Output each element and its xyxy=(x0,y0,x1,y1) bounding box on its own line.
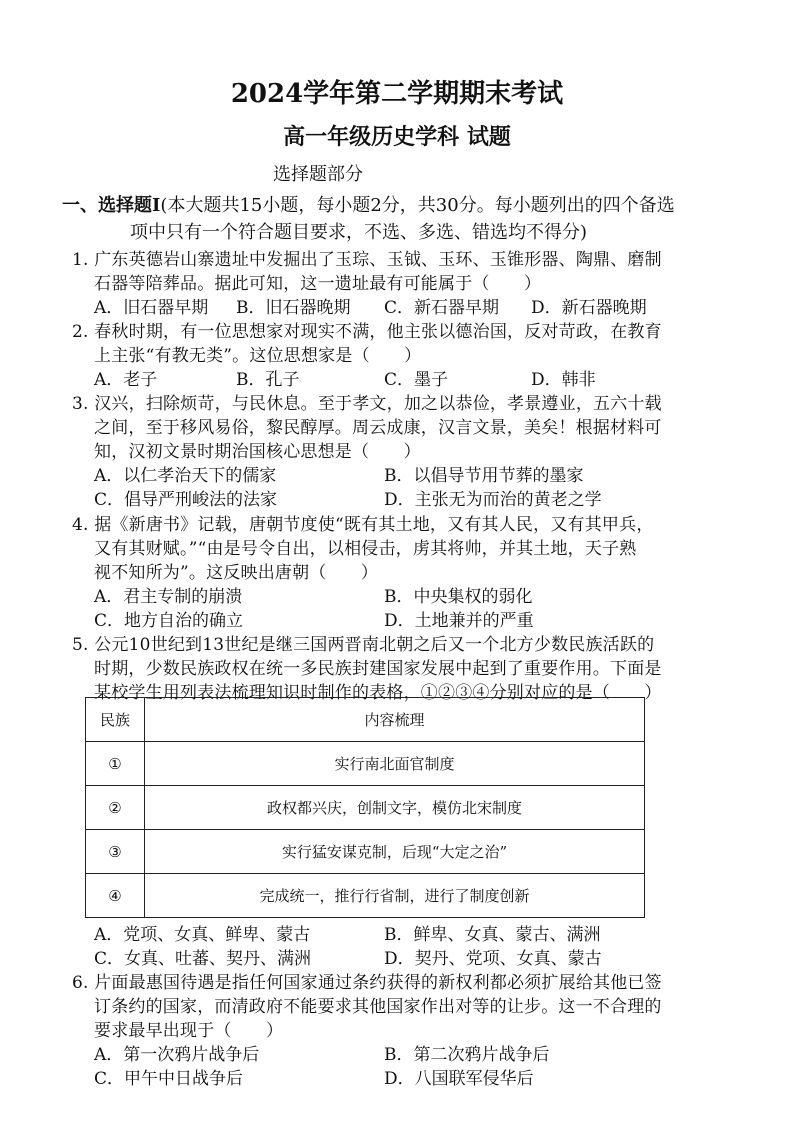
q4-stem-2: 又有其财赋。”“由是号令自出，以相侵击，虏其将帅，并其土地，天子熟 xyxy=(94,539,637,559)
q5-stem-3: 某校学生用列表法梳理知识时制作的表格，①②③④分别对应的是（ ） xyxy=(94,683,662,703)
q1-option-a: A．旧石器早期 xyxy=(94,298,209,318)
table-header-content: 内容梳理 xyxy=(145,698,645,742)
q2-option-a: A．老子 xyxy=(94,370,158,390)
q3-option-d: D．主张无为而治的黄老之学 xyxy=(384,490,602,510)
q5-option-a: A．党项、女真、鲜卑、蒙古 xyxy=(94,925,311,945)
q1-option-b: B．旧石器晚期 xyxy=(236,298,351,318)
table-cell-content: 完成统一，推行行省制，进行了制度创新 xyxy=(145,874,645,918)
q1-stem-2: 石器等陪葬品。据此可知，这一遗址最有可能属于（ ） xyxy=(94,274,542,294)
q6-option-b: B．第二次鸦片战争后 xyxy=(384,1045,550,1065)
q3-option-c: C．倡导严刑峻法的法家 xyxy=(94,490,278,510)
q4-stem-3: 视不知所为”。这反映出唐朝（ ） xyxy=(94,563,379,583)
table-cell-marker: ③ xyxy=(86,830,145,874)
q1-stem-1: 1. 广东英德岩山寨遗址中发掘出了玉琮、玉钺、玉环、玉锥形器、陶鼎、磨制 xyxy=(72,250,662,270)
table-header-ethnic: 民族 xyxy=(86,698,145,742)
q1-option-c: C．新石器早期 xyxy=(384,298,500,318)
section-desc-2: 项中只有一个符合题目要求，不选、多选、错选均不得分) xyxy=(130,222,588,243)
table-cell-content: 实行猛安谋克制，后现“大定之治” xyxy=(145,830,645,874)
q6-stem-2: 订条约的国家，而清政府不能要求其他国家作出对等的让步。这一不合理的 xyxy=(94,997,662,1017)
q3-stem-1: 3. 汉兴，扫除烦苛，与民休息。至于孝文，加之以恭俭，孝景遵业，五六十载 xyxy=(72,394,662,414)
table-row xyxy=(86,786,645,830)
table-cell-marker: ① xyxy=(86,742,145,786)
table-cell-content: 政权都兴庆，创制文字，模仿北宋制度 xyxy=(145,786,645,830)
q2-stem-2: 上主张“有教无类”。这位思想家是（ ） xyxy=(94,346,422,366)
q4-stem-1: 4. 据《新唐书》记载，唐朝节度使“既有其土地，又有其人民，又有其甲兵， xyxy=(72,515,654,535)
q6-stem-1: 6. 片面最惠国待遇是指任何国家通过条约获得的新权利都必须扩展给其他已签 xyxy=(72,973,662,993)
q6-option-d: D．八国联军侵华后 xyxy=(384,1069,534,1089)
q3-option-b: B．以倡导节用节葬的墨家 xyxy=(384,466,584,486)
q5-option-b: B．鲜卑、女真、蒙古、满洲 xyxy=(384,925,601,945)
q6-option-a: A．第一次鸦片战争后 xyxy=(94,1045,260,1065)
exam-title: 2024学年第二学期期末考试 xyxy=(230,79,564,109)
q2-option-b: B．孔子 xyxy=(236,370,300,390)
q4-option-b: B．中央集权的弱化 xyxy=(384,587,533,607)
section-heading xyxy=(62,191,675,217)
q5-stem-2: 时期，少数民族政权在统一多民族封建国家发展中起到了重要作用。下面是 xyxy=(94,659,662,679)
q4-option-d: D．土地兼并的严重 xyxy=(384,611,534,631)
section-label: 一、选择题Ⅰ xyxy=(62,195,161,216)
q3-stem-3: 知，汉初文景时期治国核心思想是（ ） xyxy=(94,442,421,462)
table-row xyxy=(86,742,645,786)
table-cell-marker: ② xyxy=(86,786,145,830)
q2-option-d: D．韩非 xyxy=(531,370,596,390)
q4-option-a: A．君主专制的崩溃 xyxy=(94,587,243,607)
exam-subtitle: 高一年级历史学科 试题 xyxy=(283,124,511,150)
q4-option-c: C．地方自治的确立 xyxy=(94,611,244,631)
table-row xyxy=(86,830,645,874)
q1-option-d: D．新石器晚期 xyxy=(531,298,647,318)
q5-table xyxy=(85,697,645,918)
part-title: 选择题部分 xyxy=(273,164,363,185)
section-desc-1: (本大题共15小题，每小题2分，共30分。每小题列出的四个备选 xyxy=(160,195,675,216)
q3-option-a: A．以仁孝治天下的儒家 xyxy=(94,466,277,486)
q2-stem-1: 2. 春秋时期，有一位思想家对现实不满，他主张以德治国，反对苛政，在教育 xyxy=(72,322,662,342)
q6-option-c: C．甲午中日战争后 xyxy=(94,1069,244,1089)
q2-option-c: C．墨子 xyxy=(384,370,449,390)
table-row xyxy=(86,874,645,918)
table-cell-content: 实行南北面官制度 xyxy=(145,742,645,786)
table-header-row xyxy=(86,698,645,742)
q5-option-c: C．女真、吐蕃、契丹、满洲 xyxy=(94,949,312,969)
table-cell-marker: ④ xyxy=(86,874,145,918)
q5-option-d: D．契丹、党项、女真、蒙古 xyxy=(384,949,602,969)
q5-stem-1: 5. 公元10世纪到13世纪是继三国两晋南北朝之后又一个北方少数民族活跃的 xyxy=(72,635,655,655)
q6-stem-3: 要求最早出现于（ ） xyxy=(94,1021,284,1041)
q3-stem-2: 之间，至于移风易俗，黎民醇厚。周云成康，汉言文景，美矣！根据材料可 xyxy=(94,418,662,438)
